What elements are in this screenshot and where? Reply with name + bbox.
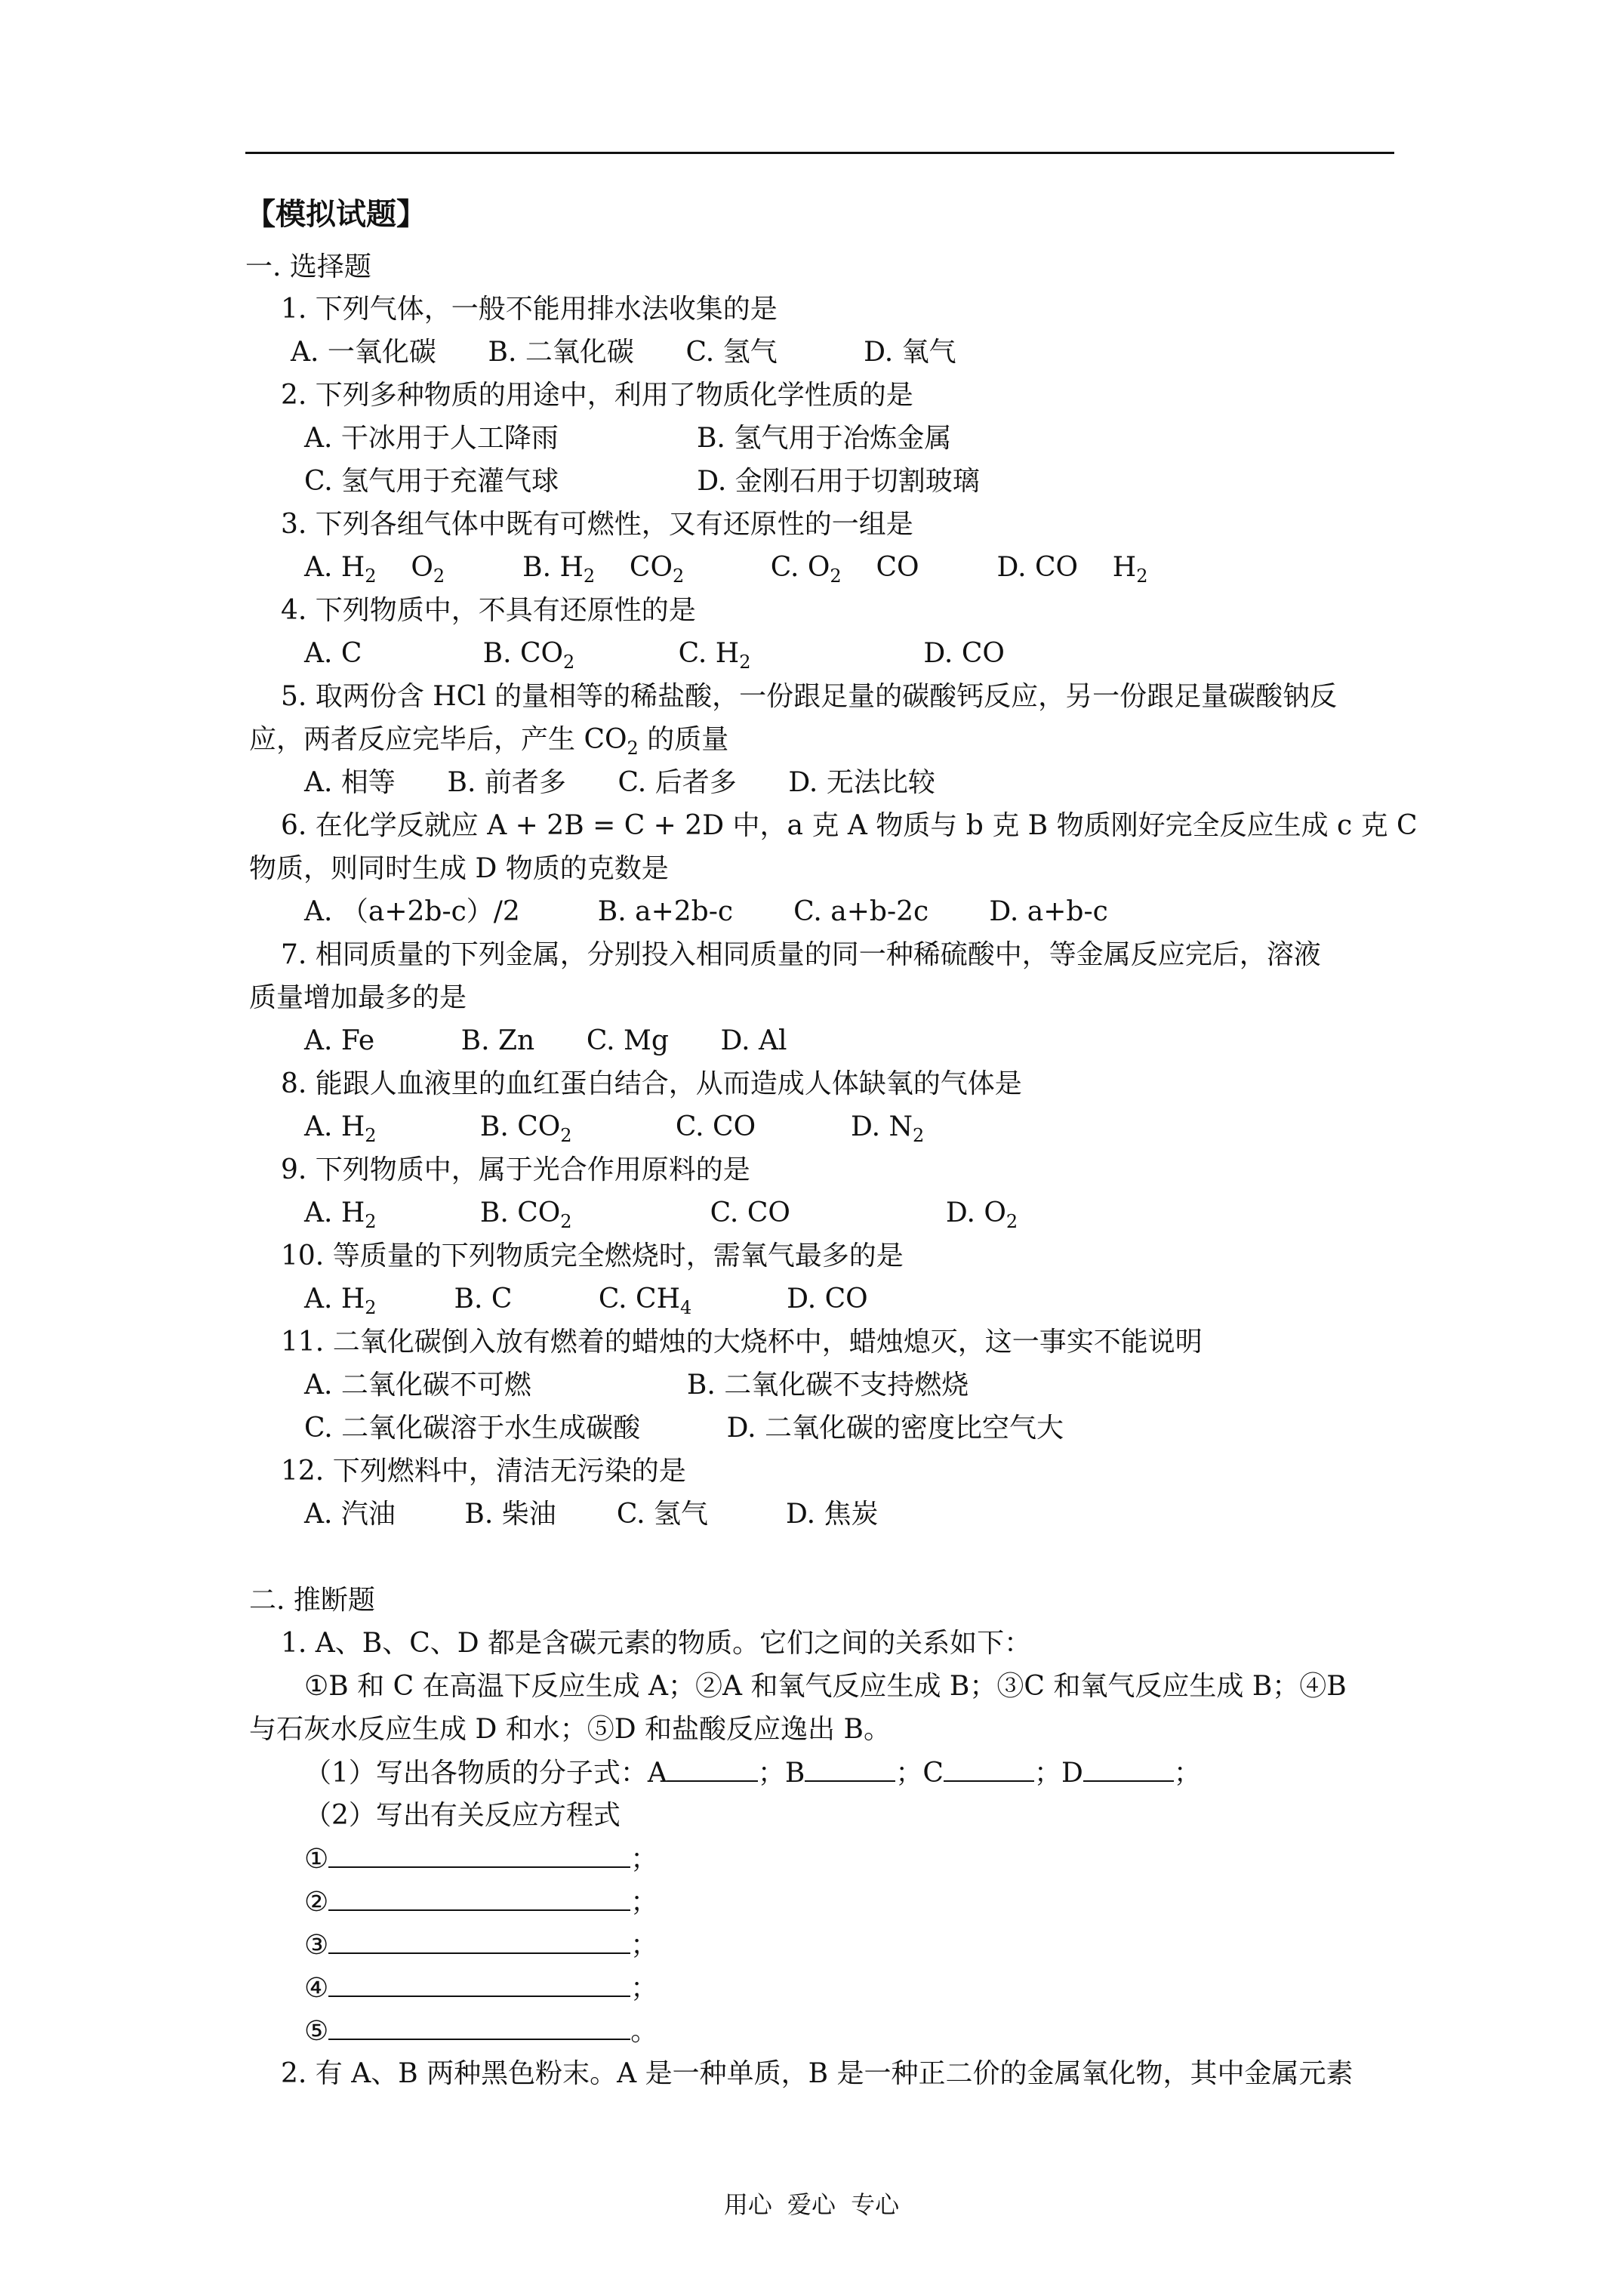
page-title: 【模拟试题】 <box>245 196 427 232</box>
q3-stem: 3. 下列各组气体中既有可燃性，又有还原性的一组是 <box>281 509 913 540</box>
q11-options-ab: A. 二氧化碳不可燃 B. 二氧化碳不支持燃烧 <box>304 1370 969 1401</box>
q9-options: A. $H_2$ B. $CO_2$ C. CO D. $O_2$ <box>304 1197 1018 1232</box>
equation-blank-2[interactable] <box>328 1884 630 1911</box>
blank-b[interactable] <box>805 1755 895 1782</box>
s2-q1-part2: （2）写出有关反应方程式 <box>304 1800 621 1831</box>
page-footer: 用心 爱心 专心 <box>723 2190 900 2219</box>
q6-options: A. （a+2b-c）/2 B. a+2b-c C. a+b-2c D. a+b-c <box>304 896 1108 927</box>
equation-blank-5[interactable] <box>328 2013 630 2040</box>
s2-q1-part1: （1）写出各物质的分子式：A ；B ；C ；D ； <box>304 1755 1201 1791</box>
blank-a[interactable] <box>667 1755 758 1782</box>
s2-q1-intro: 1. A、B、C、D 都是含碳元素的物质。它们之间的关系如下： <box>281 1628 1032 1659</box>
equation-line-3: ③ ； <box>304 1927 658 1963</box>
q5-options: A. 相等 B. 前者多 C. 后者多 D. 无法比较 <box>304 767 935 798</box>
s2-q1-relations-line1: ①B 和 C 在高温下反应生成 A；②A 和氧气反应生成 B；③C 和氧气反应生成 B；④B <box>304 1671 1347 1702</box>
blank-c[interactable] <box>944 1755 1034 1782</box>
header-rule <box>245 152 1394 154</box>
q9-stem: 9. 下列物质中，属于光合作用原料的是 <box>281 1154 750 1185</box>
q10-stem: 10. 等质量的下列物质完全燃烧时，需氧气最多的是 <box>281 1240 904 1271</box>
s2-q2-stem: 2. 有 A、B 两种黑色粉末。A 是一种单质，B 是一种正二价的金属氧化物，其中金属元素 <box>281 2058 1354 2089</box>
q7-stem-line1: 7. 相同质量的下列金属，分别投入相同质量的同一种稀硫酸中，等金属反应完后，溶液 <box>281 939 1321 970</box>
q12-stem: 12. 下列燃料中，清洁无污染的是 <box>281 1456 686 1487</box>
equation-line-2: ② ； <box>304 1884 658 1920</box>
q1-options: A. 一氧化碳 B. 二氧化碳 C. 氢气 D. 氧气 <box>291 337 956 368</box>
q5-stem-line2: 应，两者反应完毕后，产生 $CO_2$ 的质量 <box>249 724 729 759</box>
q2-options-cd: C. 氢气用于充灌气球 D. 金刚石用于切割玻璃 <box>304 466 980 497</box>
q5-stem-line1: 5. 取两份含 HCl 的量相等的稀盐酸，一份跟足量的碳酸钙反应，另一份跟足量碳酸钠反 <box>281 681 1338 712</box>
q4-options: A. C B. $CO_2$ C. $H_2$ D. CO <box>304 638 1005 673</box>
s2-q1-relations-line2: 与石灰水反应生成 D 和水；⑤D 和盐酸反应逸出 B。 <box>249 1714 891 1745</box>
q11-options-cd: C. 二氧化碳溶于水生成碳酸 D. 二氧化碳的密度比空气大 <box>304 1413 1064 1444</box>
q8-options: A. $H_2$ B. $CO_2$ C. CO D. $N_2$ <box>304 1111 925 1146</box>
q12-options: A. 汽油 B. 柴油 C. 氢气 D. 焦炭 <box>304 1499 879 1530</box>
q2-stem: 2. 下列多种物质的用途中，利用了物质化学性质的是 <box>281 380 913 411</box>
section-heading-inference: 二. 推断题 <box>249 1585 375 1616</box>
equation-blank-4[interactable] <box>328 1970 630 1997</box>
q11-stem: 11. 二氧化碳倒入放有燃着的蜡烛的大烧杯中，蜡烛熄灭，这一事实不能说明 <box>281 1327 1203 1358</box>
equation-blank-1[interactable] <box>328 1841 630 1868</box>
equation-blank-3[interactable] <box>328 1927 630 1954</box>
q3-options: A. $H_2$ $O_2$ B. $H_2$ $CO_2$ C. $O_2$ CO D. CO $H_2$ <box>304 552 1148 587</box>
blank-d[interactable] <box>1083 1755 1174 1782</box>
q8-stem: 8. 能跟人血液里的血红蛋白结合，从而造成人体缺氧的气体是 <box>281 1068 1022 1099</box>
q2-options-ab: A. 干冰用于人工降雨 B. 氢气用于冶炼金属 <box>304 423 952 454</box>
q6-stem-line2: 物质，则同时生成 D 物质的克数是 <box>249 853 669 884</box>
q7-options: A. Fe B. Zn C. Mg D. Al <box>304 1025 787 1056</box>
q4-stem: 4. 下列物质中，不具有还原性的是 <box>281 595 696 626</box>
q1-stem: 1. 下列气体，一般不能用排水法收集的是 <box>281 294 778 325</box>
equation-line-5: ⑤ 。 <box>304 2013 658 2049</box>
section-heading-choice: 一. 选择题 <box>245 251 371 282</box>
q10-options: A. $H_2$ B. C C. $CH_4$ D. CO <box>304 1284 868 1318</box>
q6-stem-line1: 6. 在化学反就应 A + 2B = C + 2D 中，a 克 A 物质与 b 克 B 物质刚好完全反应生成 c 克 C <box>281 810 1418 841</box>
q7-stem-line2: 质量增加最多的是 <box>249 982 467 1013</box>
equation-line-1: ① ； <box>304 1841 658 1877</box>
equation-line-4: ④ ； <box>304 1970 658 2006</box>
